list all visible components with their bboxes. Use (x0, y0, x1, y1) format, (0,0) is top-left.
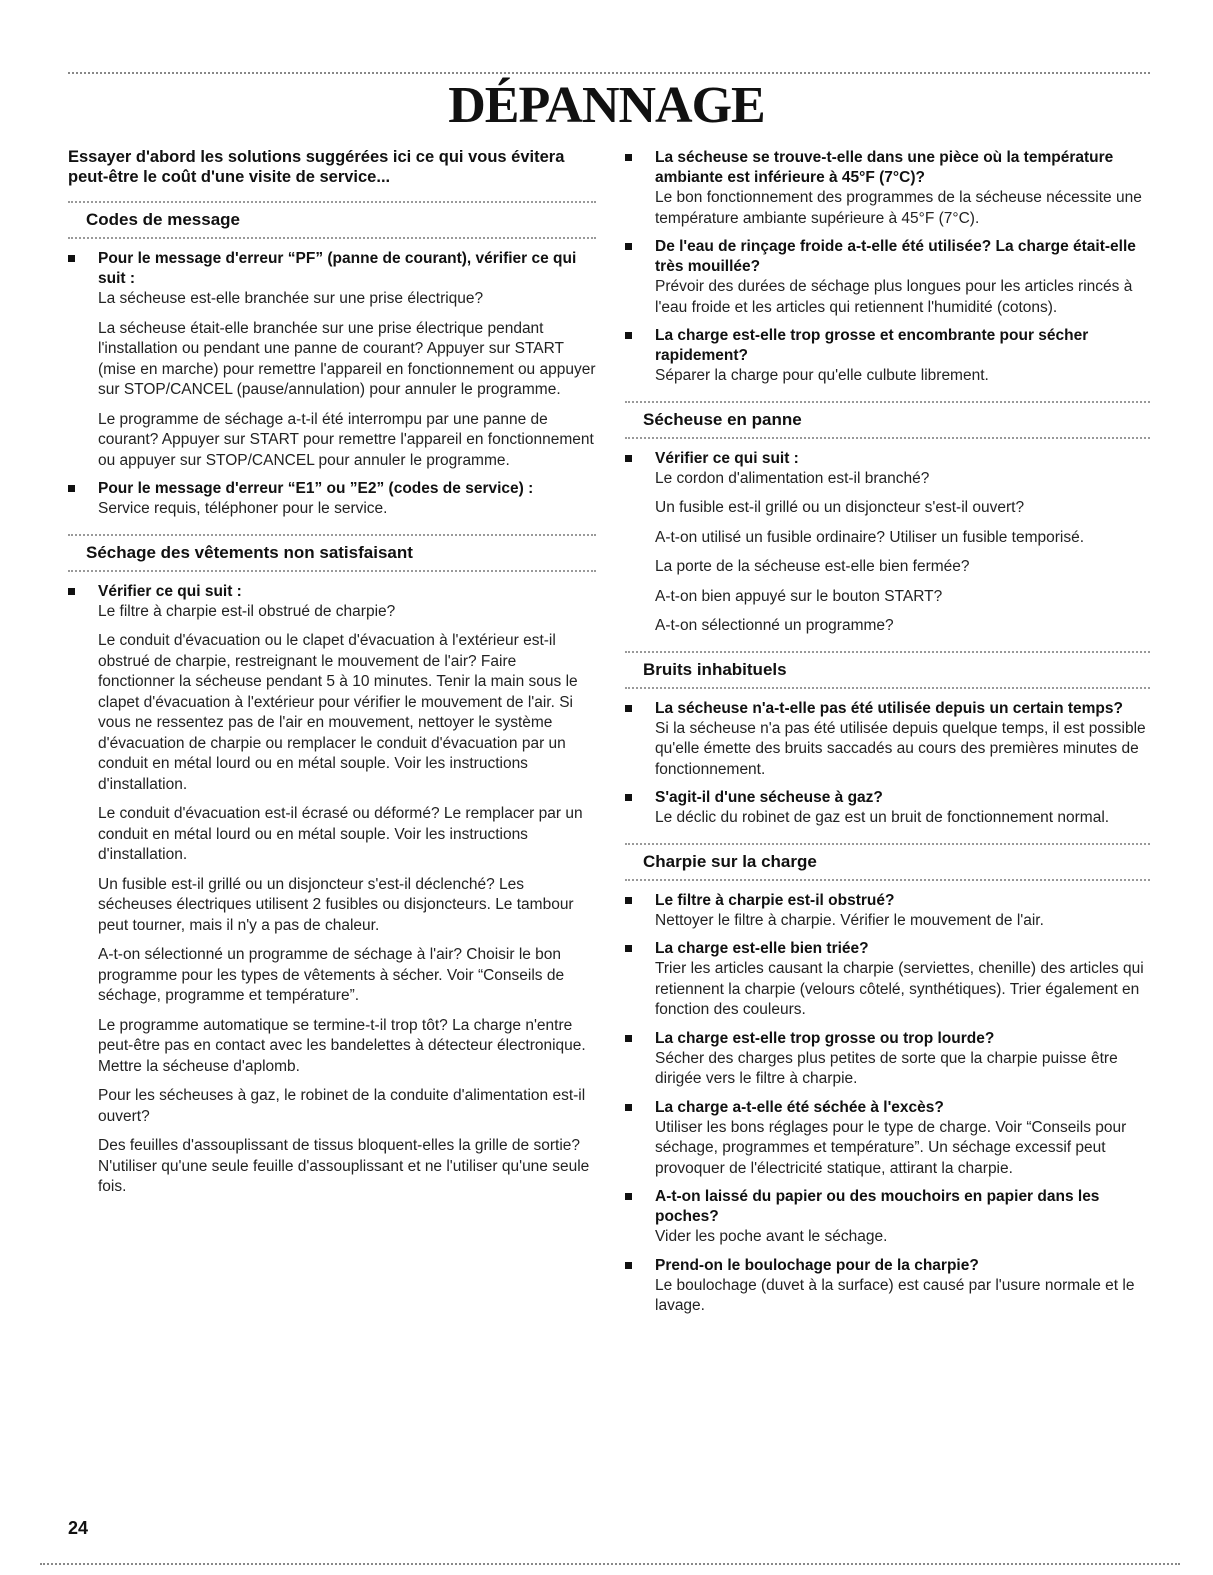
troubleshoot-section (625, 843, 1150, 1317)
troubleshoot-item (625, 1098, 1150, 1180)
section-heading: Bruits inhabituels (625, 651, 1150, 689)
item-question: Vérifier ce qui suit : (655, 449, 799, 467)
intro-text: Essayer d'abord les solutions suggérées ici ce qui vous évitera peut-être le coût d'une visite de service... (68, 148, 565, 186)
item-question: Vérifier ce qui suit : (98, 582, 242, 600)
item-answer: Le cordon d'alimentation est-il branché? (655, 469, 930, 487)
item-answer: Le filtre à charpie est-il obstrué de charpie? (98, 602, 396, 620)
item-question: La sécheuse se trouve-t-elle dans une pièce où la température ambiante est inférieure à 45°F (7°C)? (655, 149, 1114, 186)
item-answer: Vider les poche avant le séchage. (655, 1228, 888, 1245)
item-answer: Si la sécheuse n'a pas été utilisée depuis quelque temps, il est possible qu'elle émette des bruits saccadés au cours des premières minutes de fonctionnement. (655, 719, 1146, 778)
troubleshoot-item (625, 1187, 1150, 1248)
bullet-square-icon (625, 455, 632, 462)
item-answer: Le programme automatique se termine-t-il trop tôt? La charge n'entre peut-être pas en contact avec les bandelettes à détecteur électronique. Mettre la sécheuse d'aplomb. (98, 1016, 586, 1075)
right-column (625, 148, 1150, 1325)
item-answer: Service requis, téléphoner pour le service. (98, 500, 388, 517)
section-heading: Sécheuse en panne (625, 401, 1150, 439)
item-answer: La sécheuse est-elle branchée sur une prise électrique? (98, 290, 484, 307)
item-answer: A-t-on bien appuyé sur le bouton START? (655, 587, 943, 605)
item-answer: A-t-on sélectionné un programme? (655, 617, 894, 634)
bullet-square-icon (625, 705, 632, 712)
top-rule (68, 72, 1150, 74)
item-question: Prend-on le boulochage pour de la charpie? (655, 1256, 979, 1274)
bottom-rule (40, 1563, 1180, 1565)
item-answer: A-t-on sélectionné un programme de séchage à l'air? Choisir le bon programme pour les types de vêtements à sécher. Voir “Conseils de séchage, programme et température”. (98, 946, 565, 1004)
left-sections (68, 201, 596, 1198)
item-answer: Le programme de séchage a-t-il été interrompu par une panne de courant? Appuyer sur START pour remettre l'appareil en fonctionnement ou appuyer sur STOP/CANCEL pour annuler le programme. (98, 410, 594, 469)
item-question: La charge est-elle bien triée? (655, 940, 869, 957)
bullet-square-icon (625, 154, 632, 161)
troubleshoot-item (625, 1029, 1150, 1090)
item-question: La charge est-elle trop grosse et encombrante pour sécher rapidement? (655, 327, 1089, 364)
section-heading: Codes de message (68, 201, 596, 239)
item-answer: Le conduit d'évacuation est-il écrasé ou déformé? Le remplacer par un conduit en métal lourd ou en métal souple. Voir les instructions d'installation. (98, 805, 583, 863)
troubleshoot-item (68, 479, 596, 520)
item-answer: Un fusible est-il grillé ou un disjoncteur s'est-il déclenché? Les sécheuses électriques utilisent 2 fusibles ou disjoncteurs. Le tambour peut tourner, mais il n'y a pas de chaleur. (98, 875, 574, 934)
troubleshoot-item (625, 891, 1150, 932)
item-answer: Prévoir des durées de séchage plus longues pour les articles rincés à l'eau froide et les articles qui retiennent l'humidité (cotons). (655, 278, 1133, 316)
item-answer: Le déclic du robinet de gaz est un bruit de fonctionnement normal. (655, 809, 1110, 826)
item-answer: Sécher des charges plus petites de sorte que la charpie puisse être dirigée vers le filtre à charpie. (655, 1049, 1118, 1087)
item-question: La charge a-t-elle été séchée à l'excès? (655, 1098, 944, 1116)
page-number: 24 (68, 1518, 89, 1538)
item-answer: Pour les sécheuses à gaz, le robinet de la conduite d'alimentation est-il ouvert? (98, 1087, 586, 1125)
bullet-square-icon (625, 945, 632, 952)
section-heading: Séchage des vêtements non satisfaisant (68, 534, 596, 572)
bullet-square-icon (625, 1262, 632, 1269)
troubleshoot-item (625, 699, 1150, 781)
troubleshoot-item (625, 326, 1150, 387)
item-question: La charge est-elle trop grosse ou trop lourde? (655, 1029, 995, 1047)
right-sections (625, 148, 1150, 1317)
troubleshoot-section (625, 401, 1150, 637)
item-question: Pour le message d'erreur “PF” (panne de courant), vérifier ce qui suit : (98, 250, 577, 287)
item-answer: Des feuilles d'assouplissant de tissus bloquent-elles la grille de sortie? N'utiliser qu'une seule feuille d'assouplissant et ne l'utiliser qu'une seule fois. (98, 1137, 590, 1195)
bullet-square-icon (68, 588, 75, 595)
page-title: DÉPANNAGE (448, 77, 765, 134)
left-column (68, 147, 596, 1206)
section-heading: Charpie sur la charge (625, 843, 1150, 881)
item-answer: La porte de la sécheuse est-elle bien fermée? (655, 558, 970, 575)
troubleshoot-item (625, 237, 1150, 318)
troubleshoot-item (68, 582, 596, 1198)
item-answer: Séparer la charge pour qu'elle culbute librement. (655, 367, 989, 384)
item-question: De l'eau de rinçage froide a-t-elle été utilisée? La charge était-elle très mouillée? (655, 238, 1136, 275)
item-answer: A-t-on utilisé un fusible ordinaire? Utiliser un fusible temporisé. (655, 528, 1085, 546)
item-answer: Le bon fonctionnement des programmes de la sécheuse nécessite une température ambiante supérieure à 45°F (7°C). (655, 189, 1142, 227)
troubleshoot-section (68, 201, 596, 520)
bullet-square-icon (625, 332, 632, 339)
item-question: La sécheuse n'a-t-elle pas été utilisée depuis un certain temps? (655, 699, 1123, 717)
item-answer: Nettoyer le filtre à charpie. Vérifier le mouvement de l'air. (655, 911, 1044, 929)
item-answer: Le boulochage (duvet à la surface) est causé par l'usure normale et le lavage. (655, 1276, 1135, 1314)
item-question: A-t-on laissé du papier ou des mouchoirs en papier dans les poches? (655, 1188, 1100, 1225)
item-question: S'agit-il d'une sécheuse à gaz? (655, 789, 883, 806)
bullet-square-icon (68, 485, 75, 492)
item-answer: La sécheuse était-elle branchée sur une prise électrique pendant l'installation ou pendant une panne de courant? Appuyer sur START (mise en marche) pour remettre l'appareil en fonctionnement ou appuyer sur STOP/CANCEL (pause/annulation) pour annuler le programme. (98, 319, 596, 398)
bullet-square-icon (625, 243, 632, 250)
bullet-square-icon (625, 897, 632, 904)
item-question: Pour le message d'erreur “E1” ou ”E2” (codes de service) : (98, 480, 534, 497)
troubleshoot-item (625, 449, 1150, 637)
troubleshoot-item (625, 939, 1150, 1021)
troubleshoot-section (625, 651, 1150, 829)
bullet-square-icon (625, 1035, 632, 1042)
troubleshoot-item (625, 1256, 1150, 1317)
item-answer: Trier les articles causant la charpie (serviettes, chenille) des articles qui retiennent la charpie (velours côtelé, synthétiques). Trier également en fonction des couleurs. (655, 960, 1144, 1018)
bullet-square-icon (68, 255, 75, 262)
troubleshoot-item (625, 148, 1150, 229)
bullet-square-icon (625, 794, 632, 801)
item-question: Le filtre à charpie est-il obstrué? (655, 891, 895, 909)
troubleshoot-section (68, 534, 596, 1198)
bullet-square-icon (625, 1104, 632, 1111)
item-answer: Le conduit d'évacuation ou le clapet d'évacuation à l'extérieur est-il obstrué de charpie, restreignant le mouvement de l'air? Faire fonctionner la sécheuse pendant 5 à 10 minutes. Tenir la main sous le clapet d'évacuation à l'extérieur pour vérifier le mouvement de l'air. Si vous ne ressentez pas de l'air en mouvement, nettoyer le système d'évacuation de charpie ou remplacer le conduit d'évacuation par un conduit en métal lourd ou en métal souple. Voir les instructions d'installation. (98, 632, 578, 793)
item-answer: Un fusible est-il grillé ou un disjoncteur s'est-il ouvert? (655, 499, 1025, 516)
bullet-square-icon (625, 1193, 632, 1200)
troubleshoot-item (625, 788, 1150, 829)
troubleshoot-item (68, 249, 596, 471)
troubleshoot-section (625, 148, 1150, 387)
item-answer: Utiliser les bons réglages pour le type de charge. Voir “Conseils pour séchage, programmes et température”. Un séchage excessif peut provoquer de l'électricité statique, attirant la charpie. (655, 1118, 1127, 1177)
